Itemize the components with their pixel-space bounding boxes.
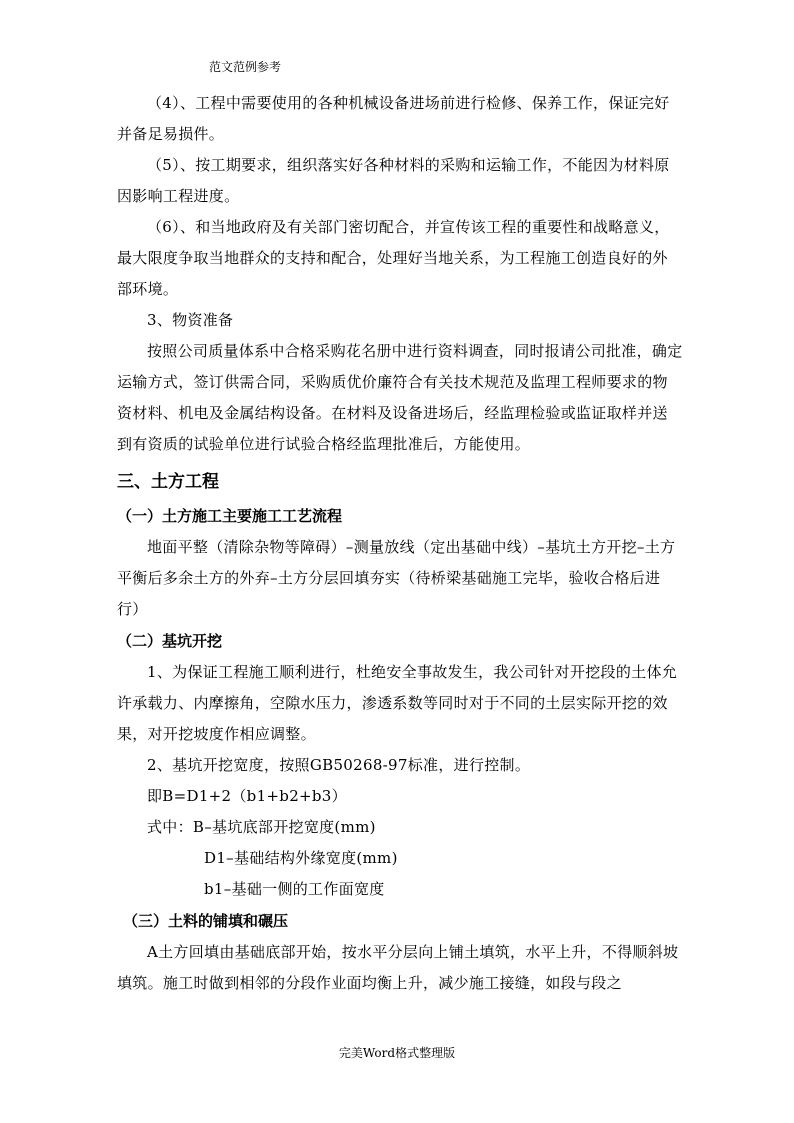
section-heading-excavation: （二）基坑开挖 xyxy=(117,632,223,650)
section-heading-process: （一）土方施工主要施工工艺流程 xyxy=(117,507,343,525)
paragraph-excavation-1: 1、为保证工程施工顺利进行，杜绝安全事故发生，我公司针对开挖段的土体允许承载力、内摩擦角，空隙水压力，渗透系数等同时对于不同的土层实际开挖的效果，对开挖坡度作相应调整。 xyxy=(117,663,678,743)
paragraph-4: （4）、工程中需要使用的各种机械设备进场前进行检修、保养工作，保证完好并备足易损件。 xyxy=(117,94,670,143)
formula-legend-d1: D1–基础结构外缘宽度(mm) xyxy=(204,849,398,867)
section-heading-compaction: （三）土料的铺填和碾压 xyxy=(123,912,289,930)
paragraph-5: （5）、按工期要求，组织落实好各种材料的采购和运输工作，不能因为材料原因影响工程进度。 xyxy=(117,156,670,205)
formula-width: 即B=D1+2（b1+b2+b3） xyxy=(147,787,347,805)
paragraph-excavation-2: 2、基坑开挖宽度，按照GB50268-97标准，进行控制。 xyxy=(147,756,531,774)
formula-legend-b1: b1–基础一侧的工作面宽度 xyxy=(204,880,385,898)
subheading-materials: 3、物资准备 xyxy=(147,311,234,329)
paragraph-materials: 按照公司质量体系中合格采购花名册中进行资料调查，同时报请公司批准，确定运输方式，签订供需合同，采购质优价廉符合有关技术规范及监理工程师要求的物资材料、机电及金属结构设备。在材料及设备进场后，经监理检验或监证取样并送到有资质的试验单位进行试验合格经监理批准后，方能使用。 xyxy=(117,342,683,453)
paragraph-6: （6）、和当地政府及有关部门密切配合，并宣传该工程的重要性和战略意义，最大限度争取当地群众的支持和配合，处理好当地关系，为工程施工创造良好的外部环境。 xyxy=(117,218,670,298)
formula-legend-b: 式中：B–基坑底部开挖宽度(mm) xyxy=(147,818,376,836)
paragraph-compaction: A土方回填由基础底部开始，按水平分层向上铺土填筑，水平上升，不得顺斜坡填筑。施工时做到相邻的分段作业面均衡上升，减少施工接缝，如段与段之 xyxy=(117,943,679,992)
page-header: 范文范例参考 xyxy=(209,60,282,74)
page-footer: 完美Word格式整理版 xyxy=(338,1046,456,1060)
section-heading-earthwork: 三、土方工程 xyxy=(117,472,219,492)
paragraph-process: 地面平整（清除杂物等障碍）–测量放线（定出基础中线）–基坑土方开挖–土方平衡后多余土方的外弃–土方分层回填夯实（待桥梁基础施工完毕，验收合格后进行） xyxy=(117,538,676,618)
document-body xyxy=(117,88,683,999)
